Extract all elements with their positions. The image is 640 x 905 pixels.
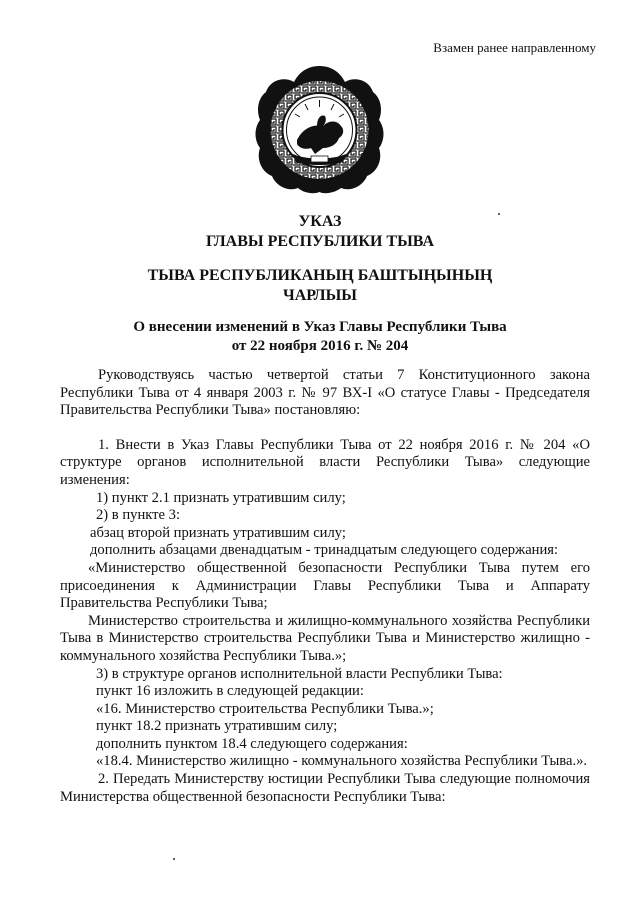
title-glavy: ГЛАВЫ РЕСПУБЛИКИ ТЫВА [205,233,434,250]
decree-subject [0,318,640,356]
subject-line2: от 22 ноября 2016 г. № 204 [231,338,409,354]
decree-title [0,212,640,252]
item-1-3b: «16. Министерство строительства Республики Тыва.»; [96,700,434,717]
quote-1: «Министерство общественной безопасности Республики Тыва путем его присоединения к Администрации Главы Республики Тыва и Аппарату Правительства Республики Тыва; [60,559,590,612]
item-1-2a: абзац второй признать утратившим силу; [90,524,346,541]
item-1-2: 2) в пункте 3: [96,507,181,524]
tuva-coat-of-arms-emblem [253,62,386,195]
scan-speck [173,858,175,860]
scan-speck [498,213,500,215]
subject-line1: О внесении изменений в Указ Главы Республики Тыва [133,319,507,335]
item-1-3c: пункт 18.2 признать утратившим силу; [96,718,338,735]
quote-3: «18.4. Министерство жилищно - коммунального хозяйства Республики Тыва.». [96,753,588,770]
title-tuvan-line2: ЧАРЛЫЫ [282,287,357,304]
title-tuvan-line1: ТЫВА РЕСПУБЛИКАНЫҢ БАШТЫҢЫНЫҢ [147,267,493,284]
decree-body [60,367,590,806]
quote-2: Министерство строительства и жилищно-коммунального хозяйства Республики Тыва в Министерство строительства Республики Тыва и Министерство жилищно - коммунального хозяйства Республики Тыва.»; [60,612,590,664]
decree-title-tuvan [0,266,640,306]
item-1-3: 3) в структуре органов исполнительной власти Республики Тыва: [96,665,503,682]
item-1-3a: пункт 16 изложить в следующей редакции: [96,683,364,700]
item-2-paragraph: 2. Передать Министерству юстиции Республики Тыва следующие полномочия Министерства общественной безопасности Республики Тыва: [60,771,590,805]
item-1-1: 1) пункт 2.1 признать утратившим силу; [96,489,346,506]
item-1-2b: дополнить абзацами двенадцатым - тринадцатым следующего содержания: [90,542,559,559]
item-1-3d: дополнить пунктом 18.4 следующего содержания: [96,735,408,752]
preamble-paragraph: Руководствуясь частью четвертой статьи 7 Конституционного закона Республики Тыва от 4 января 2003 г. № 97 ВХ-I «О статусе Главы - Председателя Правительства Республики Тыва» постановляю: [60,367,590,419]
replacement-note: Взамен ранее направленному [433,40,596,55]
item-1-paragraph: 1. Внести в Указ Главы Республики Тыва от 22 ноября 2016 г. № 204 «О структуре органов исполнительной власти Республики Тыва» следующие изменения: [60,436,590,488]
title-ukaz: УКАЗ [298,213,342,230]
